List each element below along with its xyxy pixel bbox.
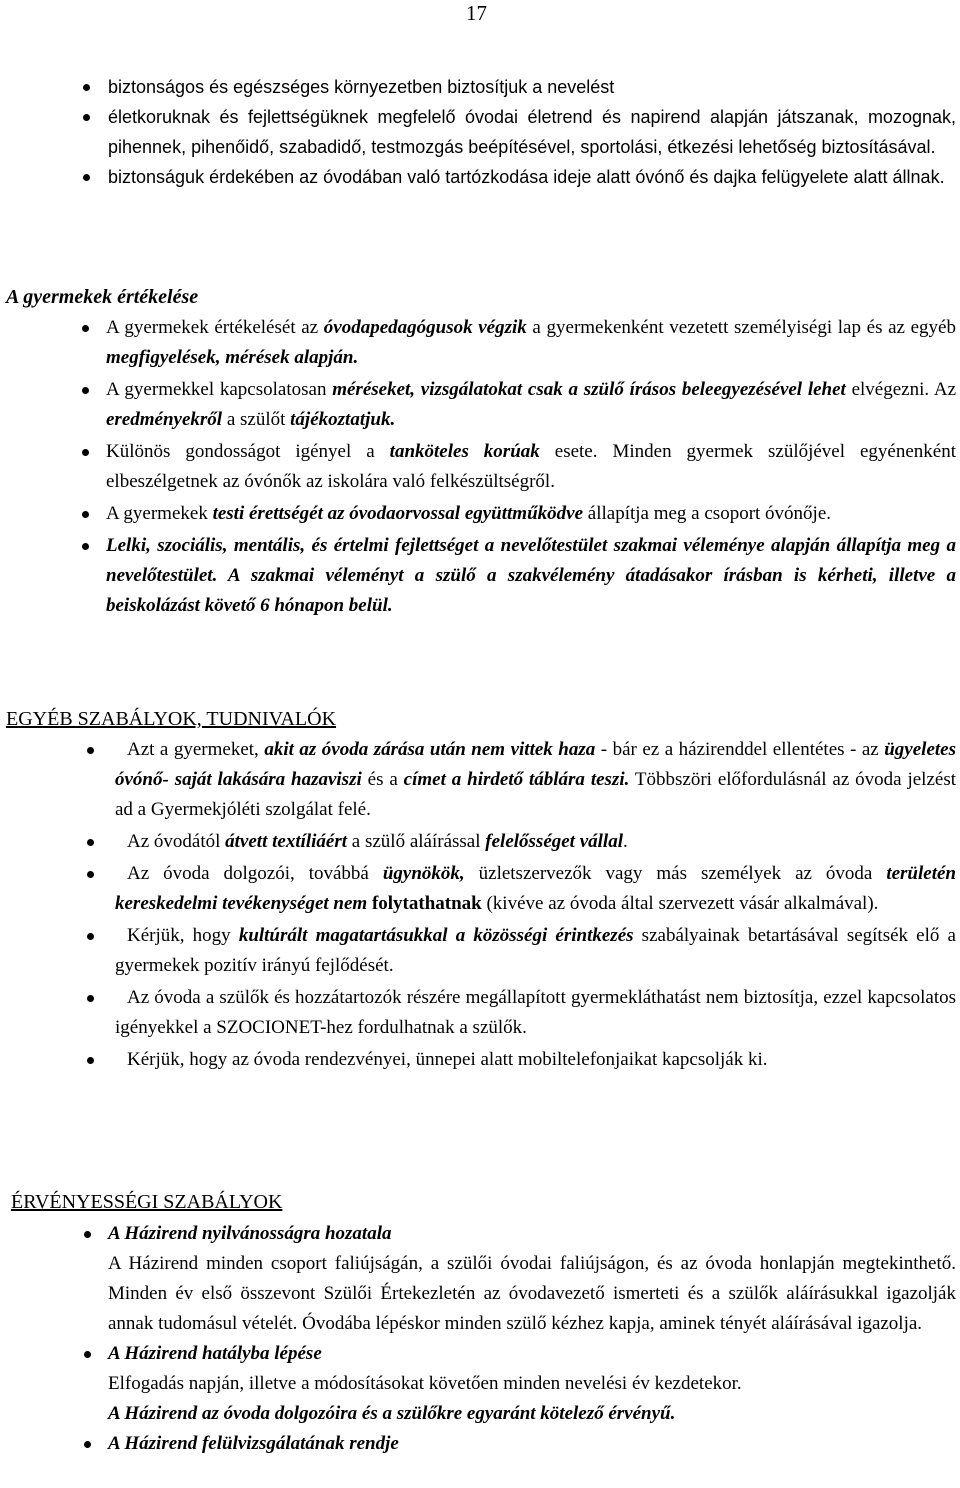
evaluation-bullet-list bbox=[106, 313, 956, 623]
item-body: A Házirend minden csoport faliújságán, a szülői óvodai faliújságon, és az óvoda honlapján megtekinthető. Minden év első összevont Szülői Értekezletén az óvodavezető ismerteti és a szülők aláírásukkal igazolják annak tudomásul vételét. Óvodába lépéskor minden szülő kézhez kapja, aminek tényét aláírásával igazolja. bbox=[108, 1253, 956, 1334]
list-item: Az óvoda a szülők és hozzátartozók részére megállapított gyermekláthatást nem biztosítja, ezzel kapcsolatos igényekkel a SZOCIONET-hez fordulhatnak a szülők. bbox=[115, 983, 956, 1043]
list-item bbox=[108, 1219, 956, 1339]
section-title-evaluation: A gyermekek értékelése bbox=[6, 286, 199, 308]
other-rules-bullet-list bbox=[115, 735, 956, 1077]
list-item bbox=[108, 1429, 956, 1459]
item-title: A Házirend felülvizsgálatának rendje bbox=[108, 1433, 399, 1454]
list-item: Különös gondosságot igényel a tanköteles korúak esete. Minden gyermek szülőjével egyénenként elbeszélgetnek az óvónők az iskolára való felkészültségről. bbox=[106, 437, 956, 497]
list-item: Kérjük, hogy kultúrált magatartásukkal a közösségi érintkezés szabályainak betartásával segítsék elő a gyermekek pozitív irányú fejlődését. bbox=[115, 921, 956, 981]
item-title: A Házirend nyilvánosságra hozatala bbox=[108, 1223, 392, 1244]
list-item: Lelki, szociális, mentális, és értelmi fejlettséget a nevelőtestület szakmai véleménye alapján állapítja meg a nevelőtestület. A szakmai véleményt a szülő a szakvélemény átadásakor írásban is kérheti, illetve a beiskolázást követő 6 hónapon belül. bbox=[106, 531, 956, 621]
list-item: Az óvodától átvett textíliáért a szülő aláírással felelősséget vállal. bbox=[115, 827, 956, 857]
list-item: A gyermekek értékelését az óvodapedagógusok végzik a gyermekenként vezetett személyiségi lap és az egyéb megfigyelések, mérések alapján. bbox=[106, 313, 956, 373]
validity-rules-bullet-list bbox=[108, 1219, 956, 1459]
section-title-other-rules: EGYÉB SZABÁLYOK, TUDNIVALÓK bbox=[6, 708, 337, 730]
list-item bbox=[108, 1339, 956, 1429]
list-item: biztonságos és egészséges környezetben biztosítjuk a nevelést bbox=[108, 72, 956, 102]
item-title: A Házirend hatályba lépése bbox=[108, 1343, 322, 1364]
list-item: Az óvoda dolgozói, továbbá ügynökök, üzletszervezők vagy más személyek az óvoda területén kereskedelmi tevékenységet nem folytathatnak (kivéve az óvoda által szervezett vásár alkalmával). bbox=[115, 859, 956, 919]
section-title-validity-rules: ÉRVÉNYESSÉGI SZABÁLYOK bbox=[11, 1191, 283, 1213]
intro-bullet-list bbox=[108, 72, 956, 192]
list-item: A gyermekkel kapcsolatosan méréseket, vizsgálatokat csak a szülő írásos beleegyezésével lehet elvégezni. Az eredményekről a szülőt tájékoztatjuk. bbox=[106, 375, 956, 435]
list-item: életkoruknak és fejlettségüknek megfelelő óvodai életrend és napirend alapján játszanak, mozognak, pihennek, pihenőidő, szabadidő, testmozgás beépítésével, sportolási, étkezési lehetőség biztosításával. bbox=[108, 102, 956, 162]
item-body: Elfogadás napján, illetve a módosításokat követően minden nevelési év kezdetekor. bbox=[108, 1373, 742, 1394]
page-number: 17 bbox=[466, 1, 487, 25]
list-item: A gyermekek testi érettségét az óvodaorvossal együttműködve állapítja meg a csoport óvónője. bbox=[106, 499, 956, 529]
list-item: biztonságuk érdekében az óvodában való tartózkodása ideje alatt óvónő és dajka felügyelete alatt állnak. bbox=[108, 162, 956, 192]
list-item: Azt a gyermeket, akit az óvoda zárása után nem vittek haza - bár ez a házirenddel ellentétes - az ügyeletes óvónő- saját lakására hazaviszi és a címet a hirdető táblára teszi. Többszöri előfordulásnál az óvoda jelzést ad a Gyermekjóléti szolgálat felé. bbox=[115, 735, 956, 825]
list-item: Kérjük, hogy az óvoda rendezvényei, ünnepei alatt mobiltelefonjaikat kapcsolják ki. bbox=[115, 1045, 956, 1075]
item-body-emphasis: A Házirend az óvoda dolgozóira és a szülőkre egyaránt kötelező érvényű. bbox=[108, 1403, 676, 1424]
